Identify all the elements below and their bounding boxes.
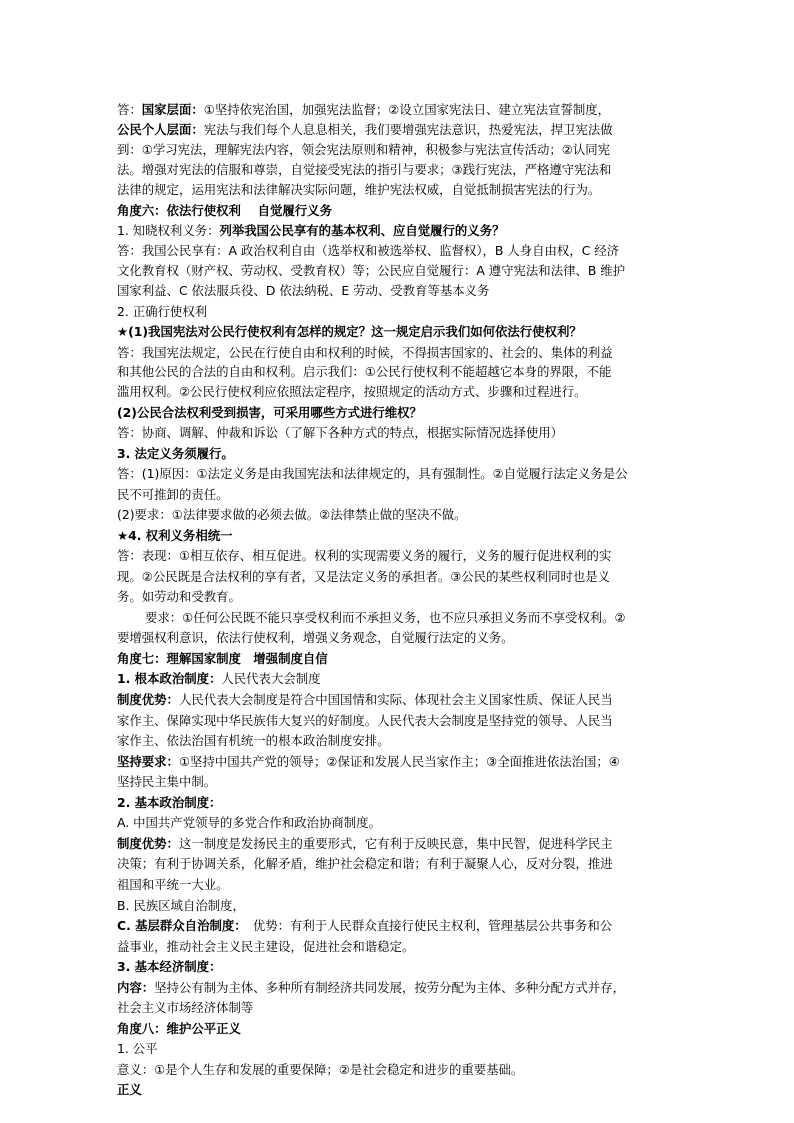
text-line bbox=[117, 100, 610, 120]
body-text: 滥用权利。②公民行使权利应依照法定程序，按照规定的活动方式、步骤和过程进行。 bbox=[117, 384, 587, 399]
bold-text: C. 基层群众自治制度： bbox=[117, 918, 241, 933]
text-line bbox=[117, 505, 467, 525]
text-line bbox=[117, 362, 611, 382]
text-line bbox=[117, 546, 611, 566]
body-text: 法律的规定，运用宪法和法律解决实际问题，维护宪法权威，自觉抵制损害宪法的行为。 bbox=[117, 182, 601, 197]
text-line bbox=[117, 302, 207, 322]
body-text: 要求：①任何公民既不能只享受权利而不承担义务，也不应只承担义务而不享受权利。② bbox=[145, 610, 626, 625]
text-line bbox=[117, 690, 613, 710]
text-line bbox=[145, 608, 626, 628]
text-line bbox=[117, 160, 611, 180]
bold-text: 1. 根本政治制度： bbox=[117, 671, 222, 686]
text-line bbox=[117, 1039, 158, 1059]
text-line bbox=[117, 649, 328, 669]
text-line bbox=[117, 731, 390, 751]
text-line bbox=[117, 978, 625, 998]
bold-text: 列举我国公民享有的基本权利、应自觉履行的义务？ bbox=[219, 223, 505, 238]
text-line bbox=[117, 567, 610, 587]
text-line bbox=[117, 444, 234, 464]
text-line bbox=[117, 261, 625, 281]
body-text: 家作主、保障实现中华民族伟大复兴的好制度。人民代表大会制度是坚持党的领导、人民当 bbox=[117, 713, 613, 728]
bold-text: 3. 基本经济制度： bbox=[117, 959, 222, 974]
text-line bbox=[117, 140, 610, 160]
body-text: 家作主、依法治国有机统一的根本政治制度安排。 bbox=[117, 733, 390, 748]
body-text: 坚持公有制为主体、多种所有制经济共同发展，按劳分配为主体、多种分配方式并存， bbox=[154, 980, 626, 995]
text-line bbox=[117, 120, 613, 140]
body-text: 1. 知晓权利义务： bbox=[117, 223, 220, 238]
text-line bbox=[117, 464, 628, 484]
body-text: 要增强权利意识，依法行使权利，增强义务观念，自觉履行法定的义务。 bbox=[117, 630, 514, 645]
body-text: 1. 公平 bbox=[117, 1041, 158, 1056]
body-text: 答：我国宪法规定，公民在行使自由和权利的时候，不得损害国家的、社会的、集体的利益 bbox=[117, 345, 613, 360]
body-text: 务。如劳动和受教育。 bbox=[117, 589, 241, 604]
text-line bbox=[117, 916, 612, 936]
bold-text: ★4. 权利义务相统一 bbox=[117, 528, 233, 543]
text-line bbox=[117, 526, 233, 546]
body-text: 坚持民主集中制。 bbox=[117, 774, 217, 789]
text-line bbox=[117, 587, 241, 607]
text-line bbox=[117, 937, 414, 957]
text-line bbox=[117, 382, 587, 402]
body-text: ①坚持中国共产党的领导；②保证和发展人民当家作主；③全面推进依法治国；④ bbox=[178, 754, 620, 769]
bold-text: 角度七：理解国家制度 增强制度自信 bbox=[117, 651, 328, 666]
text-line bbox=[117, 854, 613, 874]
body-text: 文化教育权（财产权、劳动权、受教育权）等；公民应自觉履行：A 遵守宪法和法律、B 维护 bbox=[117, 263, 626, 278]
body-text: 答：我国公民享有：A 政治权利自由（选举权和被选举权、监督权），B 人身自由权，C 经济 bbox=[117, 243, 620, 258]
body-text: 益事业，推动社会主义民主建设，促进社会和谐稳定。 bbox=[117, 939, 415, 954]
text-line bbox=[117, 628, 514, 648]
body-text: 到：①学习宪法，理解宪法内容，领会宪法原则和精神，积极参与宪法宣传活动；②认同宪 bbox=[117, 142, 611, 157]
bold-text: 正义 bbox=[117, 1082, 142, 1097]
body-text: 这一制度是发扬民主的重要形式，它有利于反映民意，集中民智，促进科学民主 bbox=[178, 836, 613, 851]
body-text: A. 中国共产党领导的多党合作和政治协商制度。 bbox=[117, 815, 381, 830]
text-line bbox=[117, 834, 613, 854]
body-text: 祖国和平统一大业。 bbox=[117, 877, 229, 892]
body-text: ①坚持依宪治国，加强宪法监督；②设立国家宪法日、建立宪法宣誓制度， bbox=[203, 102, 611, 117]
body-text: 人民代表大会制度 bbox=[221, 671, 321, 686]
body-text: 答：(1)原因：①法定义务是由我国宪法和法律规定的，具有强制性。②自觉履行法定义务是公 bbox=[117, 466, 628, 481]
text-line bbox=[117, 281, 489, 301]
body-text: 答：表现：①相互依存、相互促进。权利的实现需要义务的履行，义务的履行促进权利的实 bbox=[117, 548, 612, 563]
bold-text: 制度优势： bbox=[117, 836, 179, 851]
bold-text: 角度六：依法行使权利 自觉履行义务 bbox=[117, 203, 332, 218]
text-line bbox=[117, 813, 381, 833]
text-line bbox=[117, 485, 229, 505]
text-line bbox=[117, 875, 229, 895]
body-text: 民不可推卸的责任。 bbox=[117, 487, 229, 502]
text-line bbox=[117, 403, 422, 423]
body-text: 国家利益、C 依法服兵役、D 依法纳税、E 劳动、受教育等基本义务 bbox=[117, 283, 490, 298]
text-line bbox=[117, 957, 221, 977]
bold-text: 国家层面： bbox=[141, 102, 204, 117]
text-line bbox=[117, 1019, 241, 1039]
text-line bbox=[117, 998, 253, 1018]
bold-text: 内容： bbox=[117, 980, 155, 995]
body-text: 2. 正确行使权利 bbox=[117, 304, 208, 319]
bold-text: 3. 法定义务须履行。 bbox=[117, 446, 234, 461]
text-line bbox=[117, 241, 619, 261]
body-text: 社会主义市场经济体制等 bbox=[117, 1000, 254, 1015]
text-line bbox=[117, 896, 245, 916]
text-line bbox=[117, 423, 563, 443]
text-line bbox=[117, 1080, 142, 1100]
bold-text: (2)公民合法权利受到损害，可采用哪些方式进行维权？ bbox=[117, 405, 422, 420]
bold-text: 角度八：维护公平正义 bbox=[117, 1021, 241, 1036]
text-line bbox=[117, 1060, 523, 1080]
body-text: 意义：①是个人生存和发展的重要保障；②是社会稳定和进步的重要基础。 bbox=[117, 1062, 524, 1077]
text-line bbox=[117, 669, 321, 689]
bold-text: ★(1)我国宪法对公民行使权利有怎样的规定？这一规定启示我们如何依法行使权利？ bbox=[117, 324, 582, 339]
body-text: (2)要求：①法律要求做的必须去做。②法律禁止做的坚决不做。 bbox=[117, 507, 467, 522]
text-line bbox=[117, 711, 613, 731]
bold-text: 制度优势： bbox=[117, 692, 179, 707]
body-text: 答： bbox=[117, 102, 142, 117]
body-text: 法。增强对宪法的信服和尊崇，自觉接受宪法的指引与要求；③践行宪法，严格遵守宪法和 bbox=[117, 162, 612, 177]
bold-text: 坚持要求： bbox=[117, 754, 179, 769]
bold-text: 2. 基本政治制度： bbox=[117, 795, 222, 810]
text-line bbox=[117, 201, 332, 221]
text-line bbox=[117, 793, 221, 813]
body-text: B. 民族区域自治制度， bbox=[117, 898, 245, 913]
body-text: 现。②公民既是合法权利的享有者，又是法定义务的承担者。③公民的某些权利同时也是义 bbox=[117, 569, 611, 584]
text-line bbox=[117, 221, 504, 241]
bold-text: 公民个人层面： bbox=[117, 122, 204, 137]
text-line bbox=[117, 772, 216, 792]
text-line bbox=[117, 322, 582, 342]
text-line bbox=[117, 343, 613, 363]
body-text: 优势：有利于人民群众直接行使民主权利，管理基层公共事务和公 bbox=[240, 918, 613, 933]
body-text: 和其他公民的合法的自由和权利。启示我们：①公民行使权利不能超越它本身的界限，不能 bbox=[117, 364, 612, 379]
text-line bbox=[117, 180, 600, 200]
body-text: 答：协商、调解、仲裁和诉讼（了解下各种方式的特点，根据实际情况选择使用） bbox=[117, 425, 564, 440]
body-text: 宪法与我们每个人息息相关，我们要增强宪法意识，热爱宪法，捍卫宪法做 bbox=[203, 122, 613, 137]
text-line bbox=[117, 752, 620, 772]
body-text: 人民代表大会制度是符合中国国情和实际、体现社会主义国家性质、保证人民当 bbox=[178, 692, 613, 707]
body-text: 决策；有利于协调关系，化解矛盾，维护社会稳定和谐；有利于凝聚人心，反对分裂，推进 bbox=[117, 856, 613, 871]
